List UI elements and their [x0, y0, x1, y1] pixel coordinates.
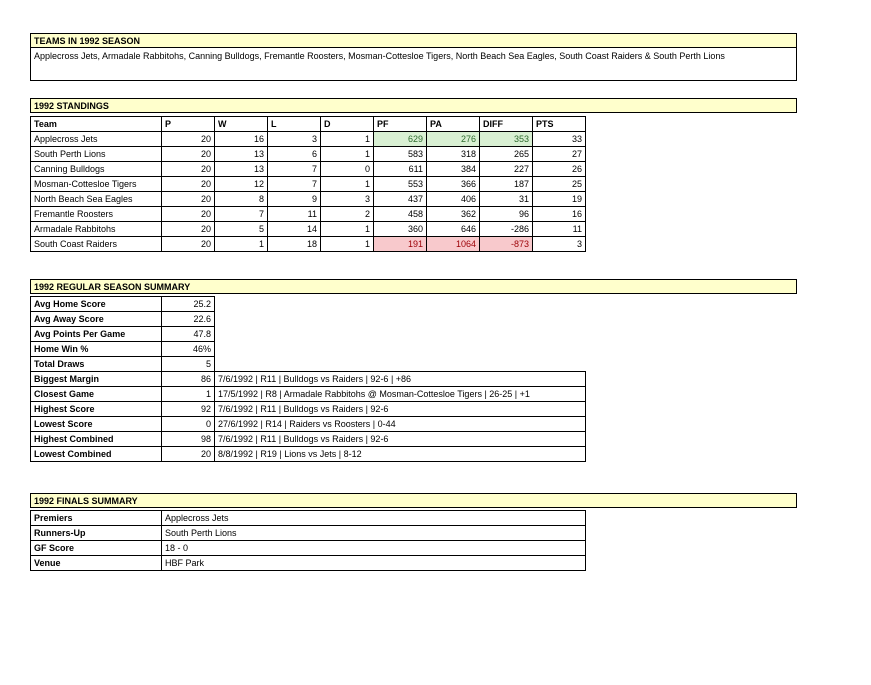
summary-value: 22.6: [162, 312, 215, 327]
stat-cell: 20: [162, 177, 215, 192]
summary-label: Closest Game: [31, 387, 162, 402]
stat-cell: 20: [162, 237, 215, 252]
stat-cell: 1: [321, 132, 374, 147]
empty-cell: [215, 327, 586, 342]
finals-label: GF Score: [31, 541, 162, 556]
stat-cell: -286: [480, 222, 533, 237]
summary-value: 1: [162, 387, 215, 402]
stat-cell: 384: [427, 162, 480, 177]
summary-row: [31, 312, 586, 327]
column-header: DIFF: [480, 117, 533, 132]
summary-value: 46%: [162, 342, 215, 357]
stat-cell: 20: [162, 222, 215, 237]
stat-cell: 11: [268, 207, 321, 222]
column-header: PA: [427, 117, 480, 132]
empty-cell: [215, 312, 586, 327]
stat-cell: 31: [480, 192, 533, 207]
stat-cell: -873: [480, 237, 533, 252]
stat-cell: 0: [321, 162, 374, 177]
stat-cell: 33: [533, 132, 586, 147]
stat-cell: 20: [162, 192, 215, 207]
finals-row: [31, 526, 586, 541]
summary-value: 92: [162, 402, 215, 417]
stat-cell: 7: [268, 162, 321, 177]
stat-cell: 1: [321, 222, 374, 237]
standings-row: [31, 132, 586, 147]
stat-cell: 553: [374, 177, 427, 192]
finals-row: [31, 556, 586, 571]
summary-table: [30, 296, 586, 462]
summary-label: Avg Points Per Game: [31, 327, 162, 342]
summary-label: Avg Away Score: [31, 312, 162, 327]
standings-table: [30, 116, 586, 252]
empty-cell: [215, 357, 586, 372]
stat-cell: 96: [480, 207, 533, 222]
summary-detail: 27/6/1992 | R14 | Raiders vs Roosters | 0-44: [215, 417, 586, 432]
stat-cell: 1064: [427, 237, 480, 252]
stat-cell: 20: [162, 162, 215, 177]
stat-cell: 13: [215, 162, 268, 177]
summary-label: Avg Home Score: [31, 297, 162, 312]
summary-row: [31, 357, 586, 372]
team-name-cell: South Coast Raiders: [31, 237, 162, 252]
finals-label: Venue: [31, 556, 162, 571]
stat-cell: 406: [427, 192, 480, 207]
finals-label: Premiers: [31, 511, 162, 526]
summary-row: [31, 447, 586, 462]
stat-cell: 1: [321, 147, 374, 162]
stat-cell: 20: [162, 147, 215, 162]
stat-cell: 3: [268, 132, 321, 147]
standings-row: [31, 177, 586, 192]
stat-cell: 6: [268, 147, 321, 162]
stat-cell: 26: [533, 162, 586, 177]
stat-cell: 1: [215, 237, 268, 252]
summary-row: [31, 432, 586, 447]
column-header: P: [162, 117, 215, 132]
summary-row: [31, 297, 586, 312]
stat-cell: 18: [268, 237, 321, 252]
summary-label: Total Draws: [31, 357, 162, 372]
summary-detail: 7/6/1992 | R11 | Bulldogs vs Raiders | 92-6: [215, 432, 586, 447]
summary-row: [31, 402, 586, 417]
summary-value: 0: [162, 417, 215, 432]
standings-row: [31, 162, 586, 177]
column-header: L: [268, 117, 321, 132]
summary-row: [31, 342, 586, 357]
standings-row: [31, 222, 586, 237]
summary-section-header: 1992 REGULAR SEASON SUMMARY: [30, 279, 797, 294]
finals-value: Applecross Jets: [162, 511, 586, 526]
summary-detail: 8/8/1992 | R19 | Lions vs Jets | 8-12: [215, 447, 586, 462]
team-name-cell: Applecross Jets: [31, 132, 162, 147]
column-header: PF: [374, 117, 427, 132]
standings-row: [31, 147, 586, 162]
stat-cell: 362: [427, 207, 480, 222]
team-name-cell: Mosman-Cottesloe Tigers: [31, 177, 162, 192]
stat-cell: 318: [427, 147, 480, 162]
finals-section-header: 1992 FINALS SUMMARY: [30, 493, 797, 508]
summary-row: [31, 387, 586, 402]
stat-cell: 7: [268, 177, 321, 192]
stat-cell: 276: [427, 132, 480, 147]
summary-label: Highest Combined: [31, 432, 162, 447]
standings-row: [31, 192, 586, 207]
finals-value: HBF Park: [162, 556, 586, 571]
stat-cell: 458: [374, 207, 427, 222]
summary-label: Biggest Margin: [31, 372, 162, 387]
summary-value: 20: [162, 447, 215, 462]
column-header: Team: [31, 117, 162, 132]
summary-value: 98: [162, 432, 215, 447]
summary-value: 47.8: [162, 327, 215, 342]
summary-label: Lowest Score: [31, 417, 162, 432]
standings-header-row: [31, 117, 586, 132]
summary-row: [31, 417, 586, 432]
stat-cell: 25: [533, 177, 586, 192]
stat-cell: 437: [374, 192, 427, 207]
stat-cell: 5: [215, 222, 268, 237]
stat-cell: 1: [321, 237, 374, 252]
finals-row: [31, 541, 586, 556]
column-header: D: [321, 117, 374, 132]
stat-cell: 227: [480, 162, 533, 177]
summary-label: Home Win %: [31, 342, 162, 357]
team-name-cell: South Perth Lions: [31, 147, 162, 162]
stat-cell: 16: [215, 132, 268, 147]
team-name-cell: Armadale Rabbitohs: [31, 222, 162, 237]
stat-cell: 7: [215, 207, 268, 222]
finals-row: [31, 511, 586, 526]
stat-cell: 9: [268, 192, 321, 207]
stat-cell: 366: [427, 177, 480, 192]
team-name-cell: North Beach Sea Eagles: [31, 192, 162, 207]
summary-value: 25.2: [162, 297, 215, 312]
summary-value: 86: [162, 372, 215, 387]
summary-row: [31, 327, 586, 342]
team-name-cell: Fremantle Roosters: [31, 207, 162, 222]
column-header: PTS: [533, 117, 586, 132]
stat-cell: 265: [480, 147, 533, 162]
stat-cell: 360: [374, 222, 427, 237]
stat-cell: 187: [480, 177, 533, 192]
summary-label: Highest Score: [31, 402, 162, 417]
stat-cell: 19: [533, 192, 586, 207]
stat-cell: 1: [321, 177, 374, 192]
stat-cell: 646: [427, 222, 480, 237]
finals-label: Runners-Up: [31, 526, 162, 541]
stat-cell: 27: [533, 147, 586, 162]
finals-value: 18 - 0: [162, 541, 586, 556]
empty-cell: [215, 342, 586, 357]
standings-row: [31, 237, 586, 252]
stat-cell: 3: [321, 192, 374, 207]
stat-cell: 11: [533, 222, 586, 237]
summary-detail: 7/6/1992 | R11 | Bulldogs vs Raiders | 92-6: [215, 402, 586, 417]
summary-label: Lowest Combined: [31, 447, 162, 462]
stat-cell: 13: [215, 147, 268, 162]
stat-cell: 14: [268, 222, 321, 237]
stat-cell: 3: [533, 237, 586, 252]
stat-cell: 583: [374, 147, 427, 162]
summary-detail: 7/6/1992 | R11 | Bulldogs vs Raiders | 92-6 | +86: [215, 372, 586, 387]
stat-cell: 629: [374, 132, 427, 147]
teams-section-header: TEAMS IN 1992 SEASON: [30, 33, 797, 48]
teams-list: Applecross Jets, Armadale Rabbitohs, Canning Bulldogs, Fremantle Roosters, Mosman-Cottesloe Tigers, North Beach Sea Eagles, South Coast Raiders & South Perth Lions: [30, 48, 797, 81]
stat-cell: 8: [215, 192, 268, 207]
standings-section-header: 1992 STANDINGS: [30, 98, 797, 113]
finals-table: [30, 510, 586, 571]
summary-detail: 17/5/1992 | R8 | Armadale Rabbitohs @ Mosman-Cottesloe Tigers | 26-25 | +1: [215, 387, 586, 402]
stat-cell: 12: [215, 177, 268, 192]
stat-cell: 191: [374, 237, 427, 252]
summary-value: 5: [162, 357, 215, 372]
column-header: W: [215, 117, 268, 132]
standings-row: [31, 207, 586, 222]
stat-cell: 20: [162, 207, 215, 222]
stat-cell: 611: [374, 162, 427, 177]
empty-cell: [215, 297, 586, 312]
finals-value: South Perth Lions: [162, 526, 586, 541]
team-name-cell: Canning Bulldogs: [31, 162, 162, 177]
stat-cell: 353: [480, 132, 533, 147]
summary-row: [31, 372, 586, 387]
stat-cell: 2: [321, 207, 374, 222]
stat-cell: 20: [162, 132, 215, 147]
stat-cell: 16: [533, 207, 586, 222]
